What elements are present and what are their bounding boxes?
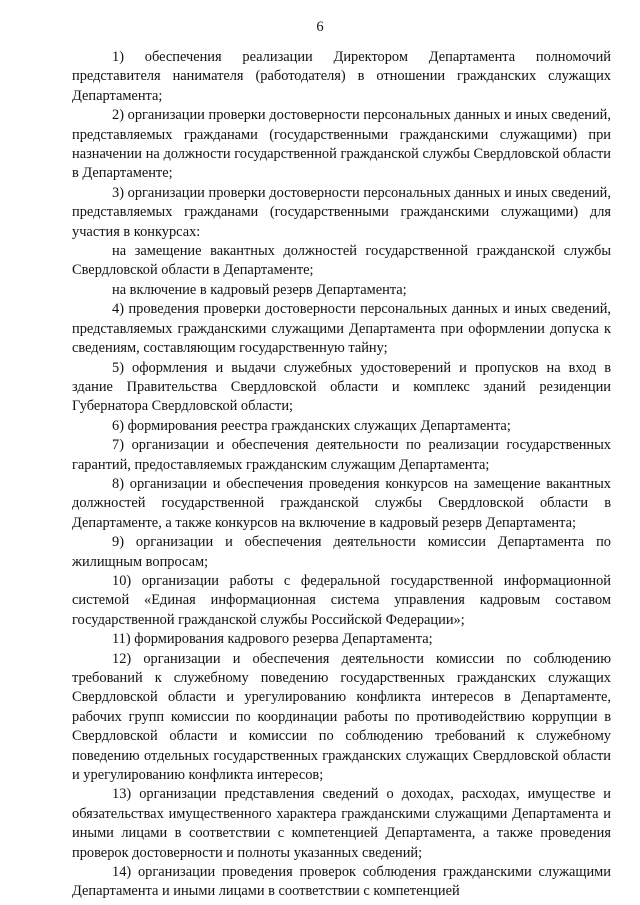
paragraph-11: 11) формирования кадрового резерва Департамента;: [112, 631, 433, 648]
paragraph-1: 1) обеспечения реализации Директором Департамента полномочий представителя нанимателя (работодателя) в отношении гражданских служащих Департамента;: [72, 49, 611, 104]
paragraph-9: 9) организации и обеспечения деятельности комиссии Департамента по жилищным вопросам;: [72, 534, 611, 570]
paragraph-6: 6) формирования реестра гражданских служащих Департамента;: [112, 417, 511, 434]
paragraph-3: 3) организации проверки достоверности персональных данных и иных сведений, представляемых гражданами (государственными гражданскими служащими) для участия в конкурсах:: [72, 184, 611, 240]
paragraph-8: 8) организации и обеспечения проведения конкурсов на замещение вакантных должностей государственной гражданской службы Свердловской области в Департаменте, а также конкурсов на включение в кадровый резерв Департамента;: [72, 475, 611, 531]
page-number: 6: [316, 19, 324, 35]
paragraph-12: 12) организации и обеспечения деятельности комиссии по соблюдению требований к служебному поведению государственных гражданских служащих Свердловской области и урегулированию конфликта интересов в Департаменте, рабочих групп комиссии по координации работы по противодействию коррупции в Свердловской области и комиссии по соблюдению требований к служебному поведению отдельных государственных гражданских служащих Свердловской области и урегулированию конфликта интересов;: [72, 650, 611, 784]
paragraph-14: 14) организации проведения проверок соблюдения гражданскими служащими Департамента и иными лицами в соответствии с компетенцией: [72, 864, 611, 900]
paragraph-3-item-vacancies: на замещение вакантных должностей государственной гражданской службы Свердловской области в Департаменте;: [72, 243, 611, 279]
paragraph-2: 2) организации проверки достоверности персональных данных и иных сведений, представляемых гражданами (государственными гражданскими служащими) при назначении на должности государственной гражданской службы Свердловской области в Департаменте;: [72, 107, 611, 182]
paragraph-5: 5) оформления и выдачи служебных удостоверений и пропусков на вход в здание Правительства Свердловской области и комплекс зданий резиденции Губернатора Свердловской области;: [72, 359, 611, 415]
paragraph-10: 10) организации работы с федеральной государственной информационной системой «Единая информационная система управления кадровым составом государственной гражданской службы Российской Федерации»;: [72, 572, 611, 628]
paragraph-3-item-reserve: на включение в кадровый резерв Департамента;: [112, 281, 407, 298]
paragraph-4: 4) проведения проверки достоверности персональных данных и иных сведений, представляемых гражданскими служащими Департамента при оформлении допуска к сведениям, составляющим государственную тайну;: [72, 301, 611, 357]
paragraph-13: 13) организации представления сведений о доходах, расходах, имуществе и обязательствах имущественного характера гражданскими служащими Департамента и иными лицами в соответствии с компетенцией Департамента, а также проведения проверок достоверности и полноты указанных сведений;: [72, 786, 611, 861]
paragraph-7: 7) организации и обеспечения деятельности по реализации государственных гарантий, предоставляемых гражданским служащим Департамента;: [72, 437, 611, 473]
document-body: [72, 48, 611, 902]
